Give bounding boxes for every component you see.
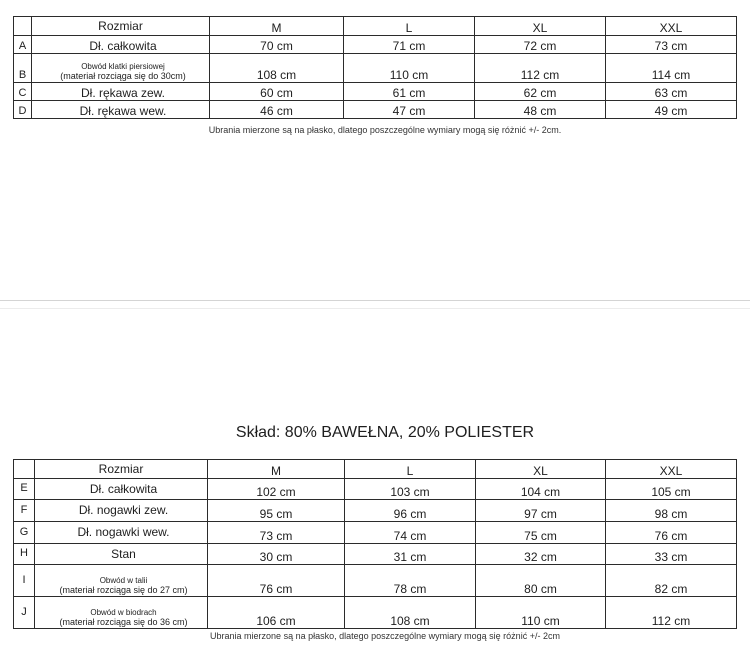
row-label: Dł. całkowita <box>35 479 208 500</box>
header-size-l: L <box>345 460 476 479</box>
value-cell: 76 cm <box>208 565 345 597</box>
value-cell: 104 cm <box>476 479 606 500</box>
row-label: Dł. rękawa zew. <box>32 83 210 101</box>
value-cell: 112 cm <box>606 597 737 629</box>
row-label: Dł. nogawki wew. <box>35 522 208 544</box>
row-label <box>32 54 210 83</box>
value-cell: 73 cm <box>606 36 737 54</box>
table-header-row <box>14 17 737 36</box>
table-row <box>14 36 737 54</box>
table-row <box>14 500 737 522</box>
row-label-line2: (materiał rozciąga się do 36 cm) <box>59 616 188 627</box>
value-cell: 110 cm <box>344 54 475 83</box>
row-label: Dł. całkowita <box>32 36 210 54</box>
value-cell: 62 cm <box>475 83 606 101</box>
value-cell: 33 cm <box>606 544 737 565</box>
value-cell: 71 cm <box>344 36 475 54</box>
value-cell: 31 cm <box>345 544 476 565</box>
value-cell: 32 cm <box>476 544 606 565</box>
value-cell: 108 cm <box>210 54 344 83</box>
value-cell: 30 cm <box>208 544 345 565</box>
row-letter: D <box>14 101 32 119</box>
table-row <box>14 522 737 544</box>
top-size-table <box>13 16 737 119</box>
value-cell: 74 cm <box>345 522 476 544</box>
value-cell: 78 cm <box>345 565 476 597</box>
table-row <box>14 544 737 565</box>
header-size-label: Rozmiar <box>35 460 208 479</box>
row-label-line1: Obwód w talii <box>99 576 148 586</box>
value-cell: 73 cm <box>208 522 345 544</box>
header-size-l: L <box>344 17 475 36</box>
row-letter: A <box>14 36 32 54</box>
value-cell: 110 cm <box>476 597 606 629</box>
value-cell: 60 cm <box>210 83 344 101</box>
value-cell: 80 cm <box>476 565 606 597</box>
bottom-size-table <box>13 459 737 629</box>
header-size-xxl: XXL <box>606 460 737 479</box>
header-letter-cell <box>14 17 32 36</box>
row-label-line1: Obwód klatki piersiowej <box>81 62 165 72</box>
value-cell: 108 cm <box>345 597 476 629</box>
header-size-m: M <box>208 460 345 479</box>
value-cell: 48 cm <box>475 101 606 119</box>
table-row <box>14 479 737 500</box>
row-letter: J <box>14 597 35 629</box>
row-letter: B <box>14 54 32 83</box>
value-cell: 70 cm <box>210 36 344 54</box>
table-header-row <box>14 460 737 479</box>
value-cell: 63 cm <box>606 83 737 101</box>
value-cell: 103 cm <box>345 479 476 500</box>
header-size-xxl: XXL <box>606 17 737 36</box>
header-letter-cell <box>14 460 35 479</box>
value-cell: 102 cm <box>208 479 345 500</box>
value-cell: 49 cm <box>606 101 737 119</box>
value-cell: 47 cm <box>344 101 475 119</box>
value-cell: 112 cm <box>475 54 606 83</box>
row-label-line1: Obwód w biodrach <box>90 608 157 618</box>
table-row <box>14 597 737 629</box>
row-label <box>35 597 208 629</box>
table-row <box>14 54 737 83</box>
measurement-note: Ubrania mierzone są na płasko, dlatego poszczególne wymiary mogą się różnić +/- 2cm. <box>208 125 562 135</box>
section-divider <box>0 300 750 301</box>
row-letter: E <box>14 479 35 500</box>
table-row <box>14 565 737 597</box>
header-size-xl: XL <box>475 17 606 36</box>
value-cell: 46 cm <box>210 101 344 119</box>
row-label: Stan <box>35 544 208 565</box>
row-letter: G <box>14 522 35 544</box>
value-cell: 106 cm <box>208 597 345 629</box>
value-cell: 75 cm <box>476 522 606 544</box>
value-cell: 105 cm <box>606 479 737 500</box>
value-cell: 98 cm <box>606 500 737 522</box>
value-cell: 72 cm <box>475 36 606 54</box>
row-letter: F <box>14 500 35 522</box>
header-size-xl: XL <box>476 460 606 479</box>
row-letter: I <box>14 565 35 597</box>
table-row <box>14 83 737 101</box>
row-label-line2: (materiał rozciąga się do 27 cm) <box>59 584 188 595</box>
row-letter: C <box>14 83 32 101</box>
value-cell: 82 cm <box>606 565 737 597</box>
table-row <box>14 101 737 119</box>
composition-title: Skład: 80% BAWEŁNA, 20% POLIESTER <box>235 424 535 441</box>
header-size-m: M <box>210 17 344 36</box>
section-divider-shadow <box>0 308 750 309</box>
header-size-label: Rozmiar <box>32 17 210 36</box>
row-letter: H <box>14 544 35 565</box>
measurement-note: Ubrania mierzone są na płasko, dlatego poszczególne wymiary mogą się różnić +/- 2cm <box>210 631 560 641</box>
row-label <box>35 565 208 597</box>
value-cell: 61 cm <box>344 83 475 101</box>
value-cell: 76 cm <box>606 522 737 544</box>
value-cell: 114 cm <box>606 54 737 83</box>
value-cell: 97 cm <box>476 500 606 522</box>
value-cell: 96 cm <box>345 500 476 522</box>
value-cell: 95 cm <box>208 500 345 522</box>
row-label: Dł. nogawki zew. <box>35 500 208 522</box>
row-label: Dł. rękawa wew. <box>32 101 210 119</box>
row-label-line2: (materiał rozciąga się do 30cm) <box>60 70 186 81</box>
